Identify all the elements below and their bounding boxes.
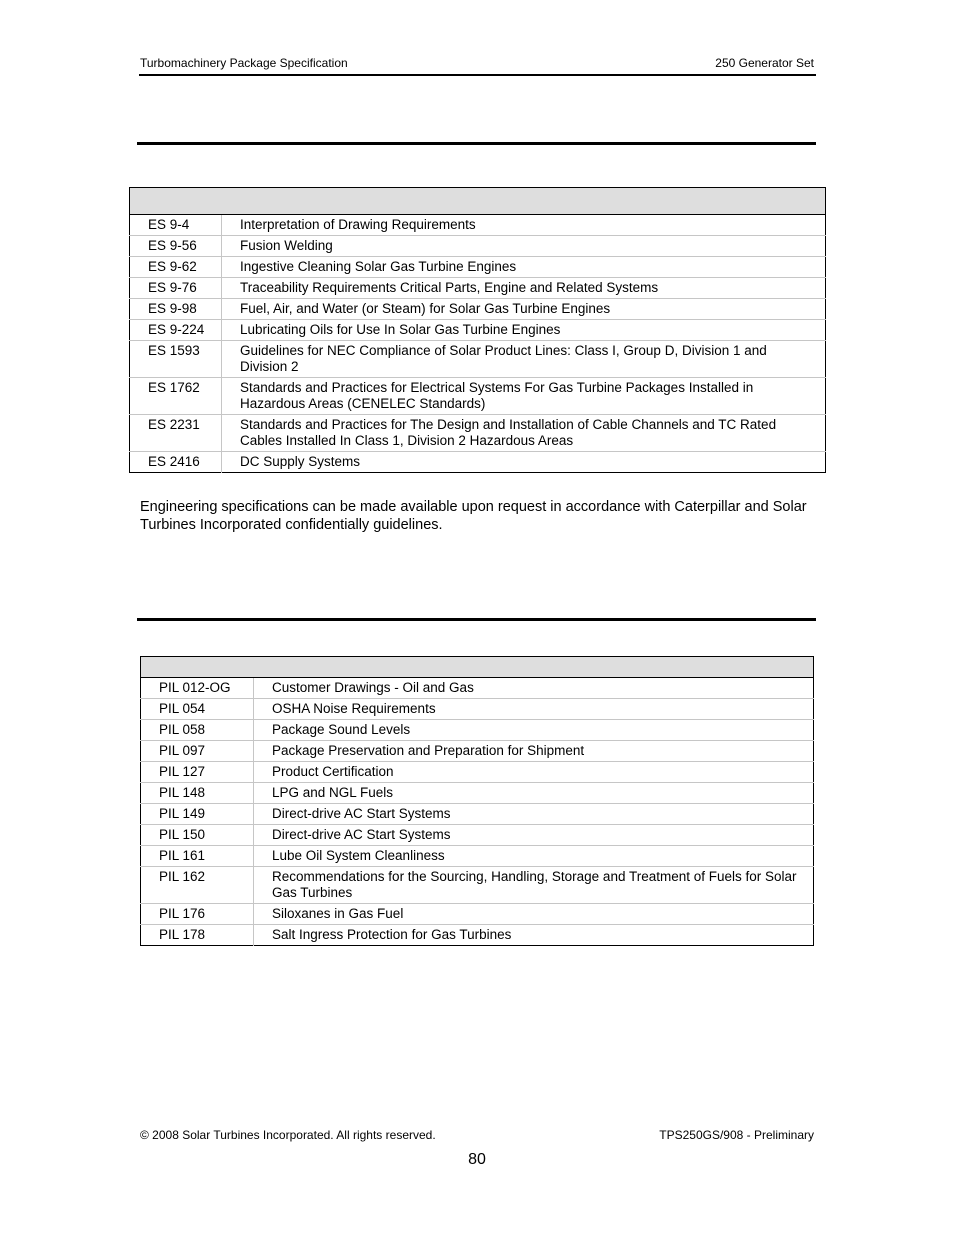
- table-row: [130, 257, 826, 278]
- pil-title: Lube Oil System Cleanliness: [254, 846, 814, 867]
- table-row: [141, 678, 814, 699]
- pil-code: PIL 054: [141, 699, 254, 720]
- table-row: [130, 236, 826, 257]
- footer-document-id: TPS250GS/908 - Preliminary: [659, 1128, 814, 1142]
- pil-title: Package Sound Levels: [254, 720, 814, 741]
- table-row: [141, 925, 814, 946]
- spec-code: ES 9-98: [130, 299, 222, 320]
- spec-code: ES 2416: [130, 452, 222, 473]
- table-row: [141, 762, 814, 783]
- page-number: 80: [468, 1151, 486, 1168]
- table-row: [130, 215, 826, 236]
- footer-copyright: © 2008 Solar Turbines Incorporated. All rights reserved.: [140, 1128, 436, 1142]
- spec-code: ES 9-56: [130, 236, 222, 257]
- table-header-cell: [141, 657, 814, 678]
- pil-code: PIL 127: [141, 762, 254, 783]
- pil-code: PIL 150: [141, 825, 254, 846]
- spec-title: Interpretation of Drawing Requirements: [222, 215, 826, 236]
- pil-code: PIL 178: [141, 925, 254, 946]
- section-rule-engineering-specs: [137, 142, 816, 145]
- pil-title: LPG and NGL Fuels: [254, 783, 814, 804]
- spec-code: ES 9-76: [130, 278, 222, 299]
- table-row: [141, 846, 814, 867]
- table-row: [130, 341, 826, 378]
- pil-code: PIL 012-OG: [141, 678, 254, 699]
- spec-title: Ingestive Cleaning Solar Gas Turbine Engines: [222, 257, 826, 278]
- table-row: [130, 415, 826, 452]
- table-row: [130, 452, 826, 473]
- table-row: [141, 741, 814, 762]
- pil-code: PIL 097: [141, 741, 254, 762]
- product-info-letters-body: [141, 657, 814, 946]
- spec-code: ES 9-4: [130, 215, 222, 236]
- spec-title: Standards and Practices for The Design and Installation of Cable Channels and TC Rated Cables Installed In Class 1, Division 2 Hazardous Areas: [222, 415, 826, 452]
- spec-title: Fusion Welding: [222, 236, 826, 257]
- table-row: [141, 867, 814, 904]
- spec-title: Guidelines for NEC Compliance of Solar Product Lines: Class I, Group D, Division 1 and Division 2: [222, 341, 826, 378]
- header-product-name: 250 Generator Set: [715, 56, 814, 70]
- spec-code: ES 9-62: [130, 257, 222, 278]
- pil-title: OSHA Noise Requirements: [254, 699, 814, 720]
- availability-note: Engineering specifications can be made available upon request in accordance with Caterpillar and Solar Turbines Incorporated confidentially guidelines.: [140, 499, 807, 533]
- table-header-cell: [130, 188, 826, 215]
- spec-code: ES 9-224: [130, 320, 222, 341]
- header-rule: [139, 74, 816, 76]
- pil-title: Customer Drawings - Oil and Gas: [254, 678, 814, 699]
- table-row: [130, 378, 826, 415]
- pil-title: Direct-drive AC Start Systems: [254, 804, 814, 825]
- header-document-title: Turbomachinery Package Specification: [140, 56, 348, 70]
- engineering-specs-body: [130, 188, 826, 473]
- pil-title: Package Preservation and Preparation for Shipment: [254, 741, 814, 762]
- pil-title: Salt Ingress Protection for Gas Turbines: [272, 927, 512, 942]
- spec-title: Standards and Practices for Electrical Systems For Gas Turbine Packages Installed in Hazardous Areas (CENELEC Standards): [222, 378, 826, 415]
- pil-title: Direct-drive AC Start Systems: [254, 825, 814, 846]
- spec-title: Lubricating Oils for Use In Solar Gas Turbine Engines: [222, 320, 826, 341]
- table-row: [130, 320, 826, 341]
- table-header-row: [141, 657, 814, 678]
- spec-code: ES 2231: [130, 415, 222, 452]
- spec-title: Traceability Requirements Critical Parts, Engine and Related Systems: [222, 278, 826, 299]
- table-row: [141, 720, 814, 741]
- product-info-letters-table: [140, 656, 814, 946]
- pil-code: PIL 148: [141, 783, 254, 804]
- pil-title: Product Certification: [254, 762, 814, 783]
- pil-code: PIL 176: [141, 904, 254, 925]
- table-row: [130, 278, 826, 299]
- table-row: [141, 825, 814, 846]
- pil-code: PIL 149: [141, 804, 254, 825]
- pil-title: Recommendations for the Sourcing, Handling, Storage and Treatment of Fuels for Solar Gas Turbines: [254, 867, 814, 904]
- spec-title: DC Supply Systems: [240, 454, 361, 469]
- spec-code: ES 1762: [130, 378, 222, 415]
- pil-title: Siloxanes in Gas Fuel: [254, 904, 814, 925]
- pil-code: PIL 058: [141, 720, 254, 741]
- table-row: [130, 299, 826, 320]
- spec-code: ES 1593: [130, 341, 222, 378]
- engineering-specs-table: [129, 187, 826, 473]
- pil-code: PIL 161: [141, 846, 254, 867]
- section-rule-product-info-letters: [137, 618, 816, 621]
- table-row: [141, 783, 814, 804]
- table-row: [141, 804, 814, 825]
- table-header-row: [130, 188, 826, 215]
- pil-code: PIL 162: [141, 867, 254, 904]
- spec-title: Fuel, Air, and Water (or Steam) for Solar Gas Turbine Engines: [222, 299, 826, 320]
- table-row: [141, 699, 814, 720]
- table-row: [141, 904, 814, 925]
